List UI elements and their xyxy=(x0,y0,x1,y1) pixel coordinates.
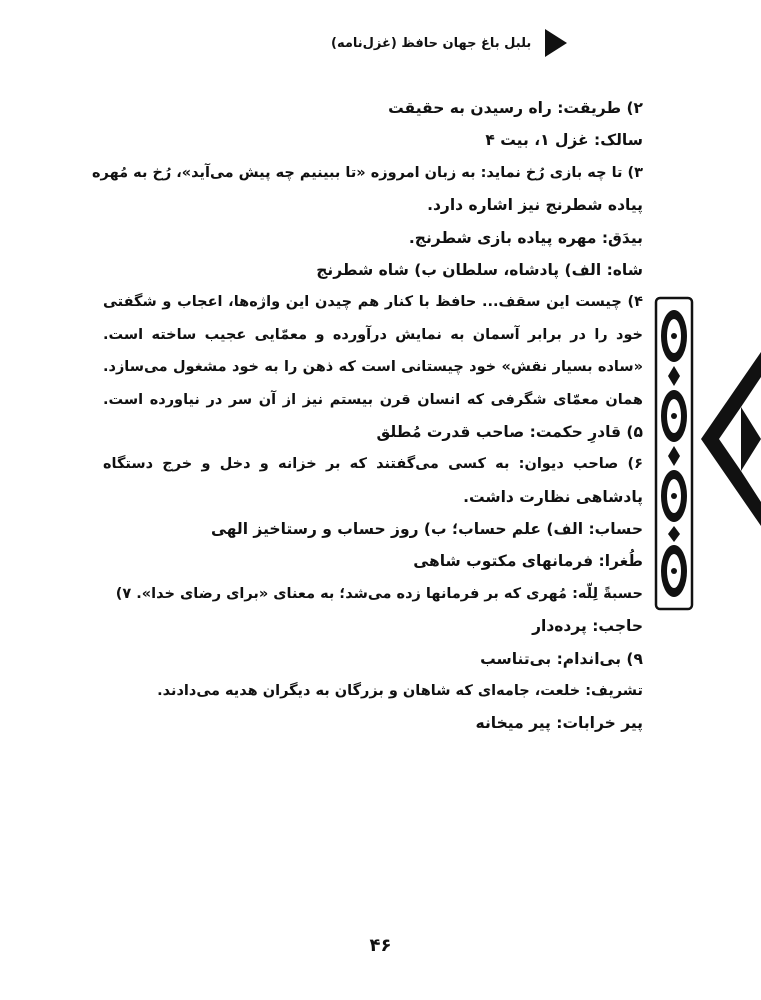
book-title: بلبل باغ جهان حافظ (غزل‌نامه) xyxy=(331,35,532,51)
text-line: پادشاهی نظارت داشت. xyxy=(463,487,643,506)
text-line: شاه: الف) پادشاه، سلطان ب) شاه شطرنج xyxy=(316,260,643,279)
text-line: ۴) چیست این سقف... حافظ با کنار هم چیدن این واژه‌ها، اعجاب و شگفتی xyxy=(103,294,643,311)
text-line: «ساده بسیار نقش» خود چیستانی است که ذهن را به خود مشغول می‌سازد. xyxy=(103,359,643,376)
text-line: سالک: غزل ۱، بیت ۴ xyxy=(485,131,643,150)
text-line: همان معمّای شگرفی که انسان قرن بیستم نیز از آن سر در نیاورده است. xyxy=(103,391,643,408)
text-line: حاجب: پرده‌دار xyxy=(532,617,643,636)
text-line: ۶) صاحب دیوان: به کسی می‌گفتند که بر خزانه و دخل و خرج دستگاه xyxy=(103,456,643,473)
ornamental-border-icon xyxy=(653,296,695,611)
text-line: پیر خرابات: پیر میخانه xyxy=(475,714,643,733)
running-header xyxy=(331,28,731,58)
chapter-edge-marker-icon xyxy=(701,352,761,526)
page-body xyxy=(91,92,643,740)
text-line: حساب: الف) علم حساب؛ ب) روز حساب و رستاخیز الهی xyxy=(210,520,643,539)
text-line: ۵) قادرِ حکمت: صاحب قدرت مُطلق xyxy=(376,422,643,441)
text-line: ۲) طریقت: راه رسیدن به حقیقت xyxy=(388,99,643,117)
text-line: تشریف: خلعت، جامه‌ای که شاهان و بزرگان به دیگران هدیه می‌دادند. xyxy=(157,683,643,700)
text-line: طُغرا: فرمانهای مکتوب شاهی xyxy=(413,552,643,571)
text-line: حسبةً لِلّه: مُهری که بر فرمانها زده می‌شد؛ به معنای «برای رضای خدا». ۷) xyxy=(115,585,643,602)
text-line: بیدَق: مهره پیاده بازی شطرنج. xyxy=(408,228,643,247)
text-line: پیاده شطرنج نیز اشاره دارد. xyxy=(427,196,643,215)
text-line: ۳) تا چه بازی رُخ نماید: به زبان امروزه «تا ببینیم چه پیش می‌آید»، رُخ به مُهره xyxy=(91,164,643,181)
page-number: ۴۶ xyxy=(369,935,392,956)
text-line: خود را در برابر آسمان به نمایش درآورده و معمّایی عجیب ساخته است. xyxy=(103,326,643,343)
header-triangle-marker xyxy=(545,29,567,57)
text-line: ۹) بی‌اندام: بی‌تناسب xyxy=(480,649,643,668)
